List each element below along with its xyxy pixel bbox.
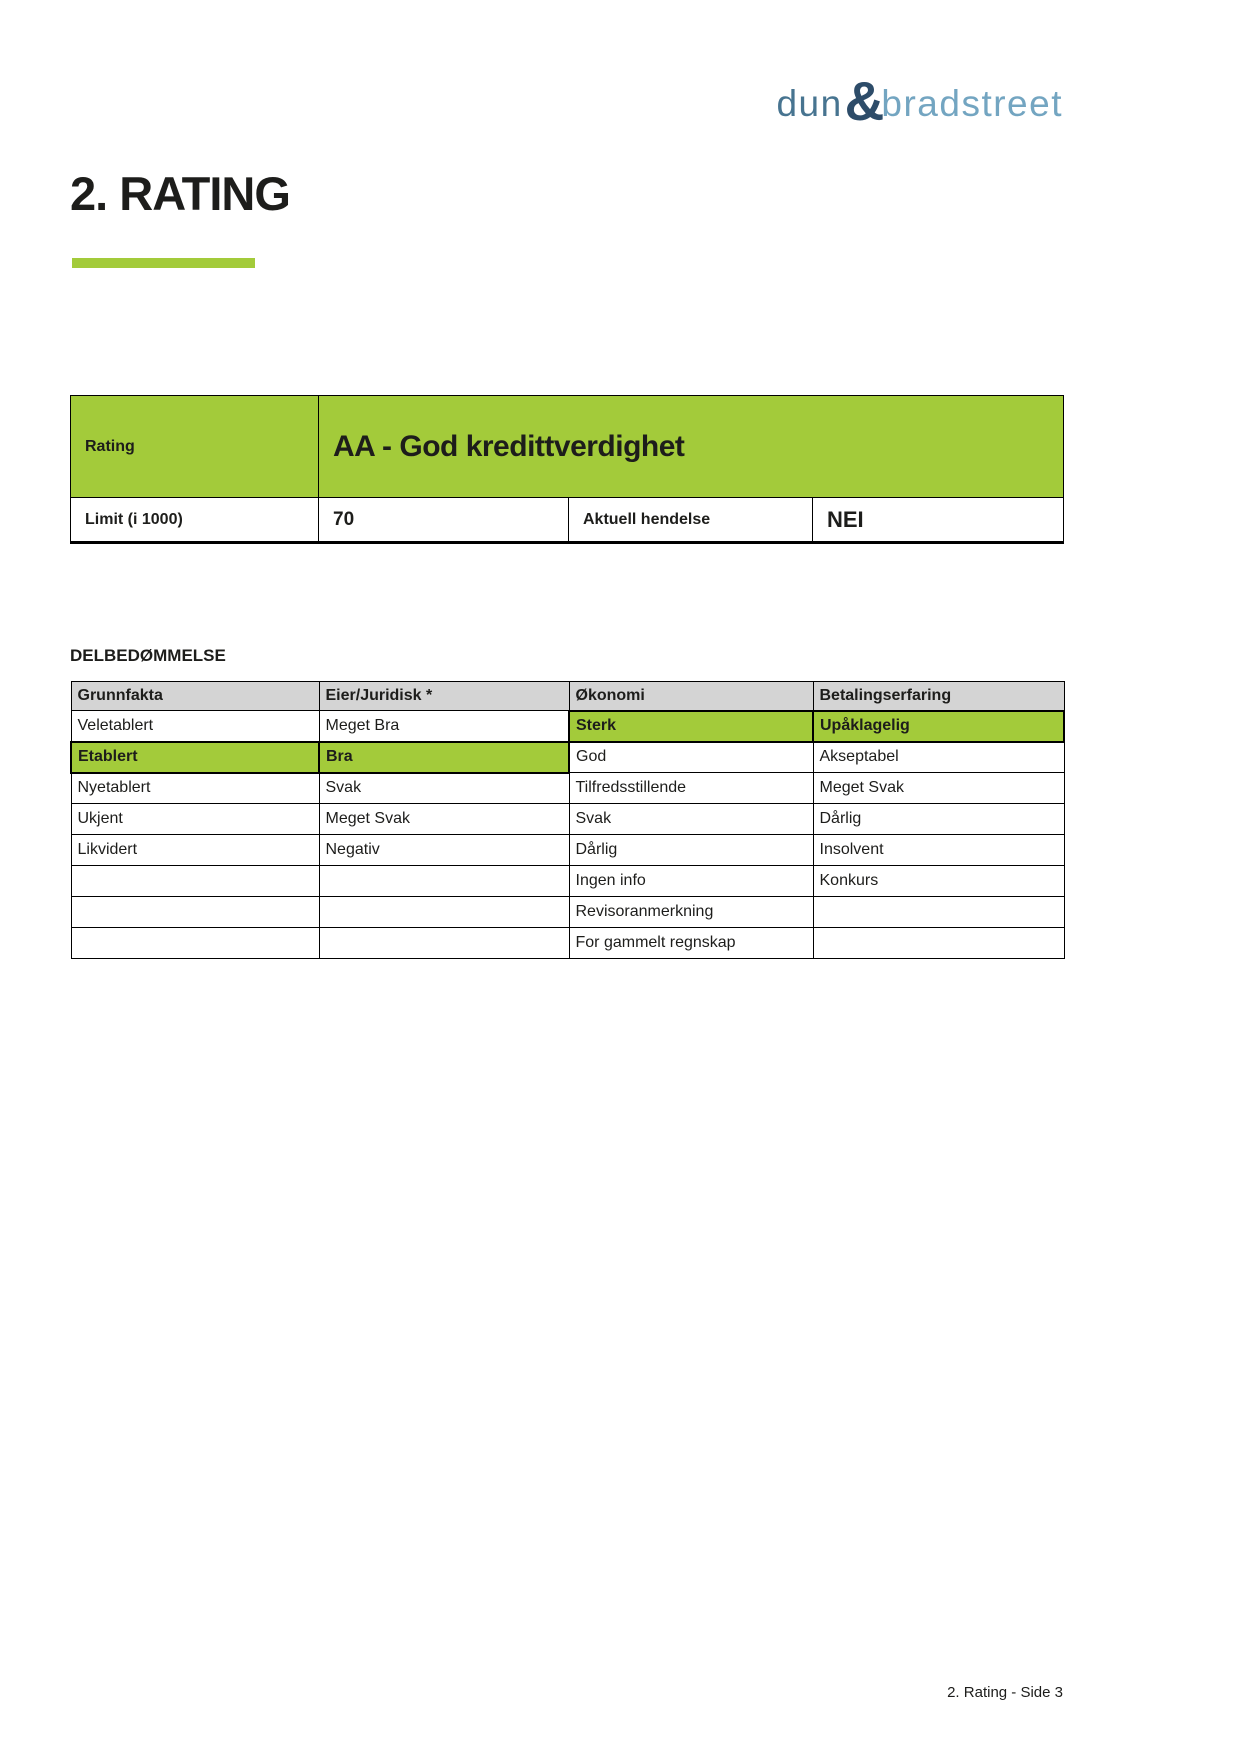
table-row — [71, 804, 1064, 835]
table-cell-highlighted: Upåklagelig — [813, 711, 1064, 742]
limit-label: Limit (i 1000) — [71, 498, 319, 543]
table-cell: Ukjent — [71, 804, 319, 835]
logo-ampersand-icon: & — [844, 70, 885, 132]
table-cell: Negativ — [319, 835, 569, 866]
table-cell: Meget Bra — [319, 711, 569, 742]
table-cell: Meget Svak — [319, 804, 569, 835]
logo-word-bradstreet: bradstreet — [881, 83, 1063, 124]
table-cell: Svak — [569, 804, 813, 835]
table-cell: For gammelt regnskap — [569, 928, 813, 959]
dun-bradstreet-logo — [776, 70, 1063, 132]
table-cell: Akseptabel — [813, 742, 1064, 773]
logo-word-dun: dun — [776, 83, 843, 124]
table-cell: Ingen info — [569, 866, 813, 897]
table-cell: Tilfredsstillende — [569, 773, 813, 804]
table-cell-empty — [319, 866, 569, 897]
limit-row — [71, 498, 1064, 543]
table-cell: Svak — [319, 773, 569, 804]
table-cell: Veletablert — [71, 711, 319, 742]
table-row — [71, 711, 1064, 742]
table-row — [71, 928, 1064, 959]
rating-label: Rating — [71, 396, 319, 498]
table-cell-empty — [71, 897, 319, 928]
table-cell-empty — [319, 897, 569, 928]
table-cell: God — [569, 742, 813, 773]
table-cell: Revisoranmerkning — [569, 897, 813, 928]
limit-value: 70 — [319, 498, 569, 543]
table-row — [71, 835, 1064, 866]
table-cell-empty — [813, 928, 1064, 959]
table-cell: Likvidert — [71, 835, 319, 866]
table-cell-empty — [813, 897, 1064, 928]
delbedommelse-table — [70, 681, 1065, 959]
column-header-betalingserfaring: Betalingserfaring — [813, 682, 1064, 711]
table-row — [71, 742, 1064, 773]
table-row — [71, 866, 1064, 897]
table-cell: Dårlig — [813, 804, 1064, 835]
table-row — [71, 773, 1064, 804]
table-cell: Nyetablert — [71, 773, 319, 804]
page-footer: 2. Rating - Side 3 — [947, 1684, 1063, 1701]
table-cell: Insolvent — [813, 835, 1064, 866]
table-cell-highlighted: Bra — [319, 742, 569, 773]
table-cell-empty — [319, 928, 569, 959]
table-row — [71, 897, 1064, 928]
rating-summary-table — [70, 395, 1064, 544]
table-cell-empty — [71, 866, 319, 897]
table-cell: Dårlig — [569, 835, 813, 866]
delbedommelse-heading: DELBEDØMMELSE — [70, 646, 226, 665]
column-header-eier-juridisk: Eier/Juridisk * — [319, 682, 569, 711]
table-cell-empty — [71, 928, 319, 959]
current-event-value: NEI — [813, 498, 1064, 543]
table-header-row — [71, 682, 1064, 711]
column-header-grunnfakta: Grunnfakta — [71, 682, 319, 711]
table-cell-highlighted: Sterk — [569, 711, 813, 742]
table-cell-highlighted: Etablert — [71, 742, 319, 773]
title-underline-bar — [72, 258, 255, 268]
table-cell: Meget Svak — [813, 773, 1064, 804]
rating-row — [71, 396, 1064, 498]
column-header-okonomi: Økonomi — [569, 682, 813, 711]
table-cell: Konkurs — [813, 866, 1064, 897]
rating-value: AA - God kredittverdighet — [319, 396, 1064, 498]
section-title: 2. RATING — [70, 167, 290, 220]
current-event-label: Aktuell hendelse — [569, 498, 813, 543]
